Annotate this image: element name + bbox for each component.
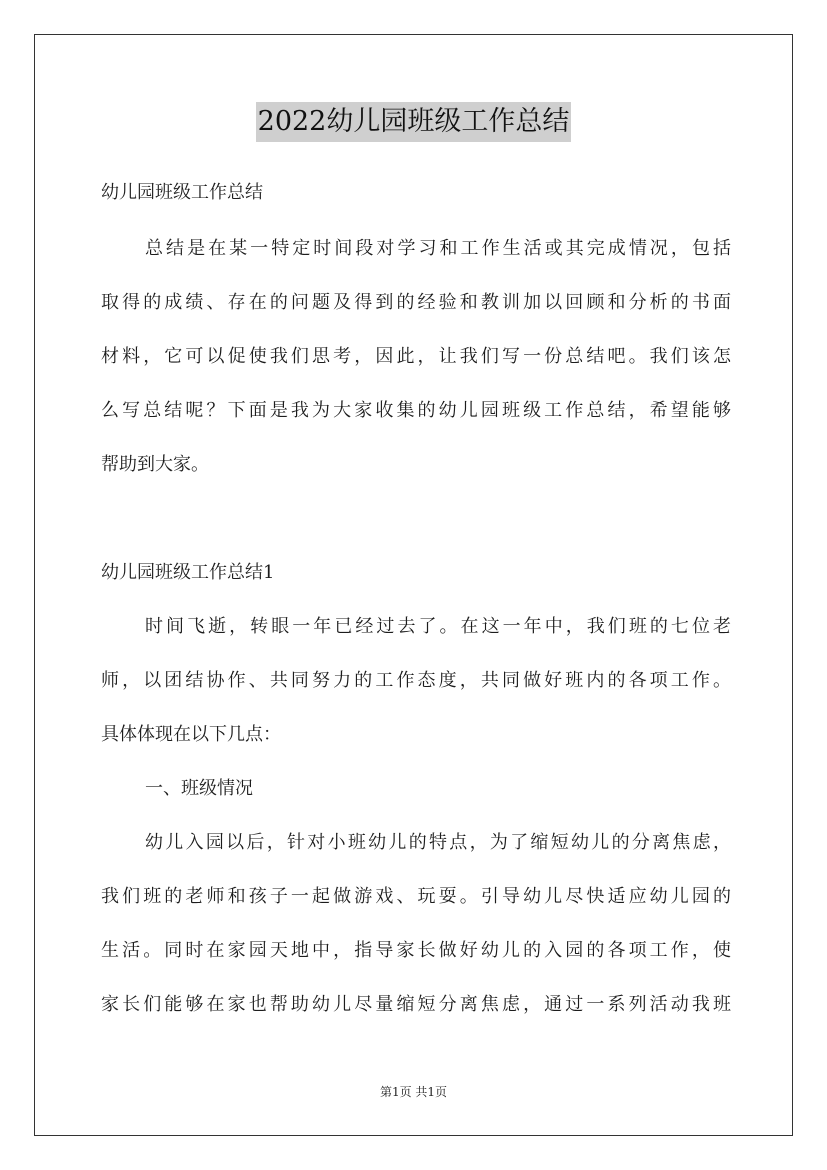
document-title: 2022幼儿园班级工作总结 — [256, 102, 572, 142]
subsection-heading: 一、班级情况 — [145, 778, 253, 799]
section-heading: 幼儿园班级工作总结1 — [101, 562, 275, 583]
paragraph-line: 家长们能够在家也帮助幼儿尽量缩短分离焦虑，通过一系列活动我班 — [101, 994, 731, 1015]
title-container — [0, 102, 827, 142]
paragraph-line: 具体体现在以下几点： — [101, 724, 281, 745]
paragraph-line: 时间飞逝，转眼一年已经过去了。在这一年中，我们班的七位老 — [145, 616, 731, 637]
paragraph-line: 师，以团结协作、共同努力的工作态度，共同做好班内的各项工作。 — [101, 670, 731, 691]
paragraph-line: 生活。同时在家园天地中，指导家长做好幼儿的入园的各项工作，使 — [101, 940, 731, 961]
page-footer: 第1页 共1页 — [379, 1085, 448, 1099]
paragraph-line: 幼儿入园以后，针对小班幼儿的特点，为了缩短幼儿的分离焦虑， — [145, 832, 731, 853]
section-heading: 幼儿园班级工作总结 — [101, 182, 263, 203]
paragraph-line: 取得的成绩、存在的问题及得到的经验和教训加以回顾和分析的书面 — [101, 292, 731, 313]
paragraph-line: 材料，它可以促使我们思考，因此，让我们写一份总结吧。我们该怎 — [101, 346, 731, 367]
paragraph-line: 么写总结呢？下面是我为大家收集的幼儿园班级工作总结，希望能够 — [101, 400, 731, 421]
paragraph-line: 帮助到大家。 — [101, 454, 209, 475]
paragraph-line: 我们班的老师和孩子一起做游戏、玩耍。引导幼儿尽快适应幼儿园的 — [101, 886, 731, 907]
paragraph-line: 总结是在某一特定时间段对学习和工作生活或其完成情况，包括 — [145, 238, 731, 259]
